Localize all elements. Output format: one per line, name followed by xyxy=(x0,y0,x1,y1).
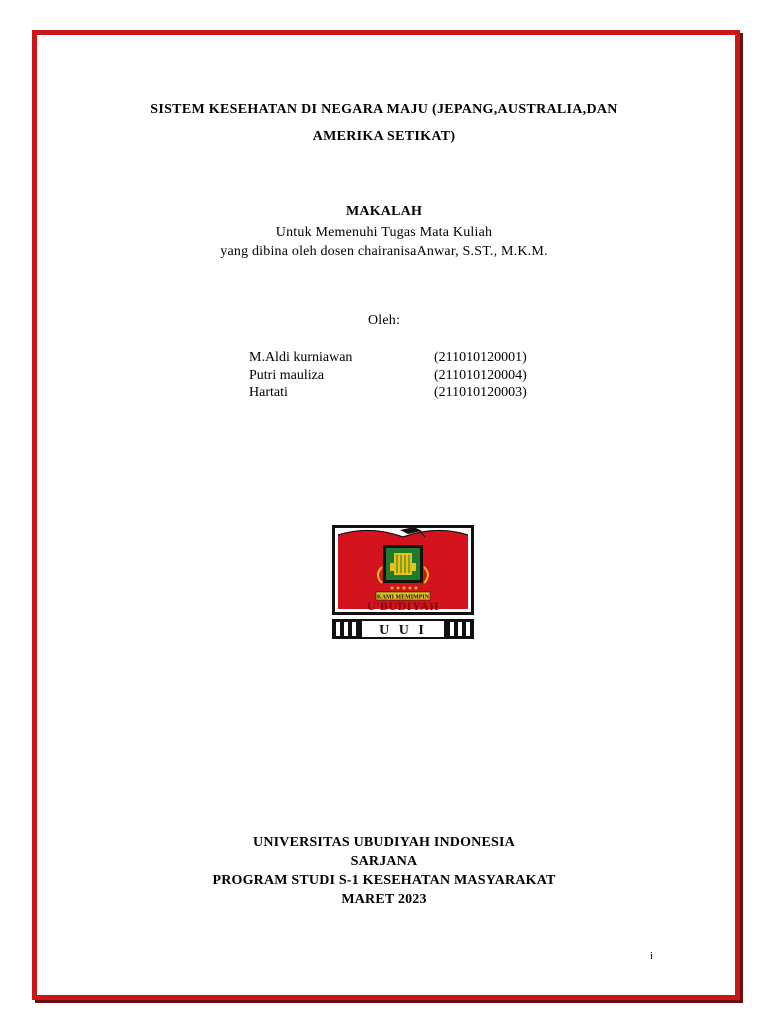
page-number: i xyxy=(650,950,654,962)
university-name: UNIVERSITAS UBUDIYAH INDONESIA xyxy=(253,835,515,850)
author-nim: (211010120003) xyxy=(434,385,527,400)
author-nim: (211010120004) xyxy=(434,368,527,383)
author-name: M.Aldi kurniawan xyxy=(249,350,353,365)
logo-abbr: U U I xyxy=(379,623,427,638)
author-name: Putri mauliza xyxy=(249,368,325,383)
degree-level: SARJANA xyxy=(350,854,418,869)
purpose-line-2: yang dibina oleh dosen chairanisaAnwar, S.ST., M.K.M. xyxy=(220,244,548,259)
study-program: PROGRAM STUDI S-1 KESEHATAN MASYARAKAT xyxy=(212,873,556,888)
logo-name: U'BUDIYAH xyxy=(366,599,440,613)
document-type: MAKALAH xyxy=(345,204,423,219)
logo-motto: KAMI MEMIMPIN xyxy=(376,594,430,601)
by-label: Oleh: xyxy=(367,313,401,328)
author-name: Hartati xyxy=(249,385,288,400)
submission-date: MARET 2023 xyxy=(341,892,427,907)
author-nim: (211010120001) xyxy=(434,350,527,365)
purpose-line-1: Untuk Memenuhi Tugas Mata Kuliah xyxy=(275,225,493,240)
title-line-1: SISTEM KESEHATAN DI NEGARA MAJU (JEPANG,AUSTRALIA,DAN xyxy=(150,102,618,117)
university-logo xyxy=(330,523,476,641)
title-line-2: AMERIKA SETIKAT) xyxy=(312,129,456,144)
